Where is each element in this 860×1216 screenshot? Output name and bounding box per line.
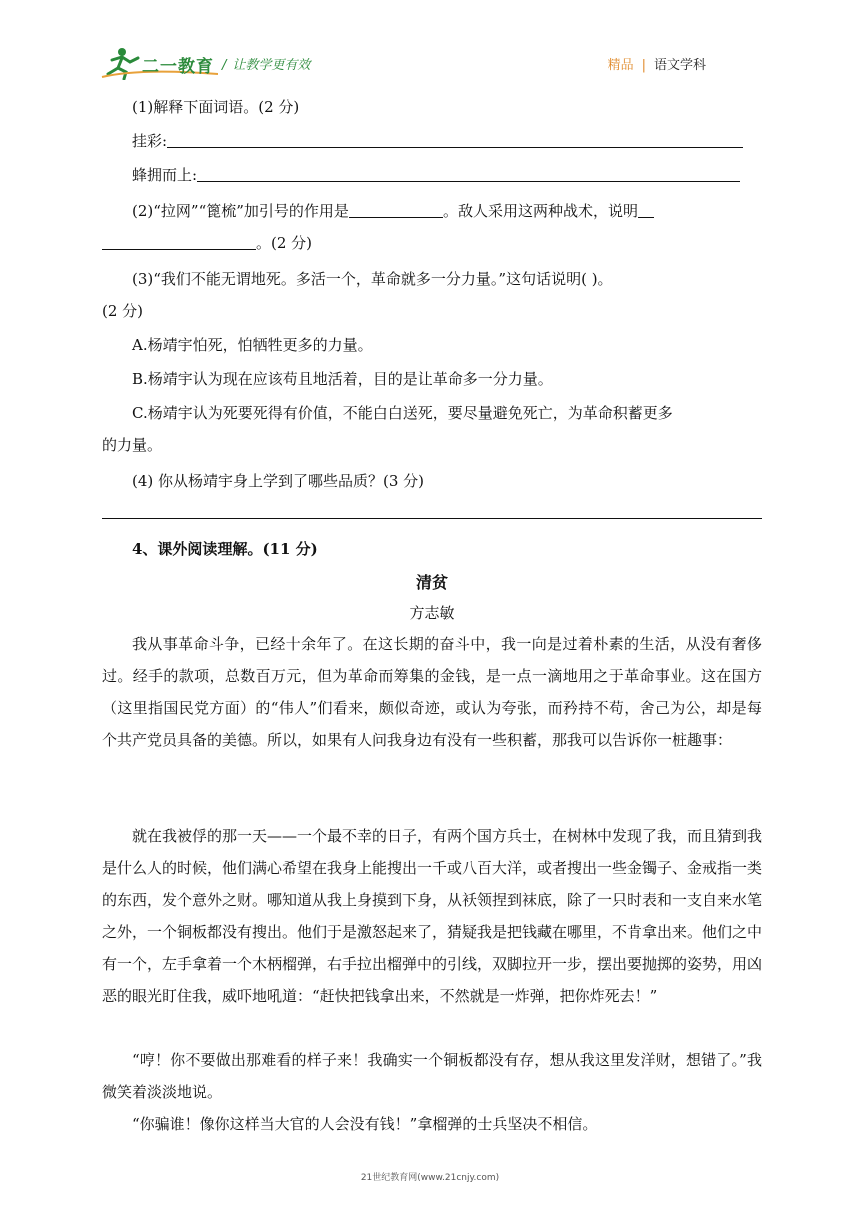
page-footer: 21世纪教育网(www.21cnjy.com) xyxy=(360,1173,500,1183)
q2-part1: (2)“拉网”“篦梳”加引号的作用是 xyxy=(132,202,349,220)
q1-title: (1)解释下面词语。(2 分) xyxy=(132,98,300,116)
q3-score: (2 分) xyxy=(102,302,144,320)
header-slogan: / 让教学更有效 xyxy=(222,58,311,73)
q3-option-a: A.杨靖宇怕死，怕牺牲更多的力量。 xyxy=(132,336,373,354)
q2-blank1 xyxy=(349,203,443,218)
header-subject-tag: 精品 | 语文学科 xyxy=(607,58,706,73)
q1-word1-blank xyxy=(167,133,743,148)
section4-heading: 4、课外阅读理解。(11 分) xyxy=(132,540,318,558)
q1-word1-row xyxy=(102,130,762,151)
q3-option-c-line1: C.杨靖宇认为死要死得有价值，不能白白送死，要尽量避免死亡，为革命积蓄更多 xyxy=(132,404,673,422)
article-paragraph-4: “你骗谁！像你这样当大官的人会没有钱！”拿榴弹的士兵坚决不相信。 xyxy=(132,1115,598,1133)
article-paragraph-2: 就在我被俘的那一天——一个最不幸的日子，有两个国方兵士，在树林中发现了我，而且猜到我是什么人的时候，他们满心希望在我身上能搜出一千或八百大洋，或者搜出一些金镯子、金戒指一类的东西，发个意外之财。哪知道从我上身摸到下身，从袄领捏到袜底，除了一只时表和一支自来水笔之外，一个铜板都没有搜出。他们于是激怒起来了，猜疑我是把钱藏在哪里，不肯拿出来。他们之中有一个，左手拿着一个木柄榴弹，右手拉出榴弹中的引线，双脚拉开一步，摆出要抛掷的姿势，用凶恶的眼光盯住我，威吓地吼道：“赶快把钱拿出来，不然就是一炸弹，把你炸死去！” xyxy=(102,827,763,1005)
article-paragraph-3: “哼！你不要做出那难看的样子来！我确实一个铜板都没有存，想从我这里发洋财，想错了。”我微笑着淡淡地说。 xyxy=(102,1051,762,1101)
article-paragraph-1: 我从事革命斗争，已经十余年了。在这长期的奋斗中，我一向是过着朴素的生活，从没有奢侈过。经手的款项，总数百万元，但为革命而筹集的金钱，是一点一滴地用之于革命事业。这在国方（这里指国民党方面）的“伟人”们看来，颇似奇迹，或认为夸张，而矜持不苟，舍己为公，却是每个共产党员具备的美德。所以，如果有人问我身边有没有一些积蓄，那我可以告诉你一桩趣事： xyxy=(102,635,762,749)
subject-tag: 语文学科 xyxy=(653,58,706,73)
q2-blank2 xyxy=(638,203,654,218)
logo-text: 二一教育 xyxy=(142,57,214,77)
q1-word2-blank xyxy=(197,167,740,182)
q1-word2-label: 蜂拥而上: xyxy=(132,166,198,184)
q2-part3: 。(2 分) xyxy=(256,234,313,252)
article-author: 方志敏 xyxy=(409,604,455,622)
q2-part2: 。敌人采用这两种战术，说明 xyxy=(442,202,638,220)
q1-word1-label: 挂彩: xyxy=(132,132,168,150)
q3-stem: (3)“我们不能无谓地死。多活一个，革命就多一分力量。”这句话说明( )。 xyxy=(132,270,613,288)
q3-option-c-line2: 的力量。 xyxy=(102,436,163,454)
article-title: 清贫 xyxy=(415,573,448,592)
q2-line1 xyxy=(102,200,654,221)
q3-option-b: B.杨靖宇认为现在应该苟且地活着，目的是让革命多一分力量。 xyxy=(132,370,553,388)
q1-word2-row xyxy=(102,164,762,185)
q2-blank3 xyxy=(102,235,256,250)
q4-text: (4) 你从杨靖宇身上学到了哪些品质？(3 分) xyxy=(132,472,425,490)
q2-line2 xyxy=(102,232,312,253)
quality-tag: 精品 xyxy=(607,58,634,73)
answer-line xyxy=(102,518,762,519)
page-header xyxy=(100,44,762,84)
slogan-text: 让教学更有效 xyxy=(232,58,311,73)
